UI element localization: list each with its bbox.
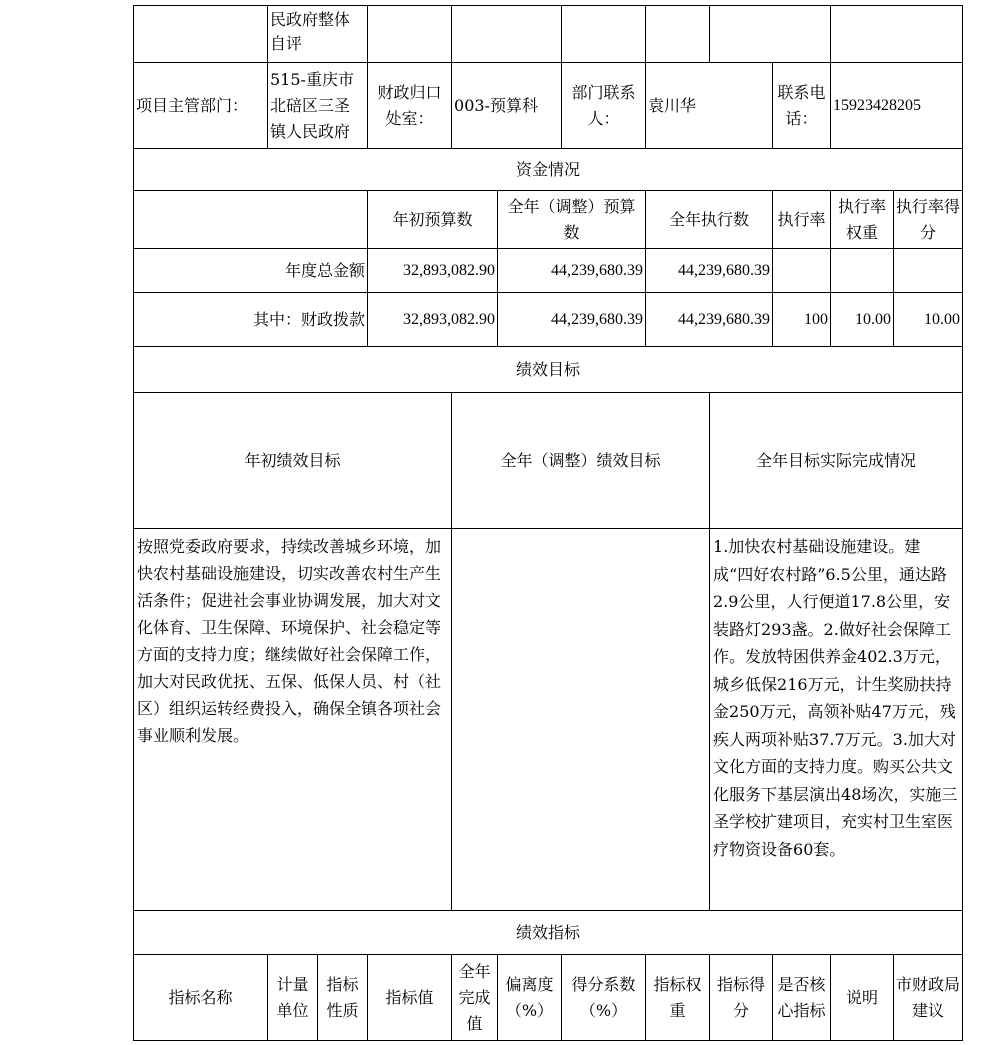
funds-header-rate: 执行率 — [773, 191, 831, 249]
funds-initial-value: 32,893,082.90 — [368, 293, 498, 347]
indicator-header-nature: 指标性质 — [318, 955, 368, 1041]
funds-rate-value: 100 — [773, 293, 831, 347]
evaluation-sheet — [133, 5, 963, 1041]
funds-rate-value — [773, 249, 831, 293]
phone-value: 15923428205 — [831, 63, 963, 149]
indicators-header-row — [134, 955, 963, 1041]
indicator-header-core: 是否核心指标 — [773, 955, 831, 1041]
funds-header-executed: 全年执行数 — [646, 191, 773, 249]
goals-content-row — [134, 529, 963, 911]
header-empty-cell — [710, 6, 831, 63]
indicator-header-unit: 计量单位 — [268, 955, 318, 1041]
funds-weight-value — [831, 249, 894, 293]
header-empty-cell — [646, 6, 710, 63]
funds-section-title: 资金情况 — [134, 149, 963, 191]
funds-header-score: 执行率得分 — [894, 191, 963, 249]
funds-header-empty — [134, 191, 368, 249]
header-empty-cell — [452, 6, 562, 63]
indicators-section-title: 绩效指标 — [134, 911, 963, 955]
goals-section-row — [134, 347, 963, 393]
indicator-header-deviation: 偏离度（%） — [498, 955, 562, 1041]
indicators-section-row — [134, 911, 963, 955]
goals-actual-text: 1.加快农村基础设施建设。建成“四好农村路”6.5公里，通达路2.9公里，人行便道17.8公里，安装路灯293盏。2.做好社会保障工作。发放特困供养金402.3万元，城乡低保216万元，计生奖励扶持金250万元，高领补贴47万元，残疾人两项补贴37.7万元。3.加大对文化方面的支持力度。购买公共文化服务下基层演出48场次，实施三圣学校扩建项目，充实村卫生室医疗物资设备60套。 — [710, 529, 963, 911]
funds-score-value: 10.00 — [894, 293, 963, 347]
indicator-header-value: 指标值 — [368, 955, 452, 1041]
funds-row-label: 年度总金额 — [134, 249, 368, 293]
contact-label: 部门联系人： — [562, 63, 646, 149]
header-empty-cell — [368, 6, 452, 63]
funds-executed-value: 44,239,680.39 — [646, 249, 773, 293]
funds-score-value — [894, 249, 963, 293]
header-empty-cell — [562, 6, 646, 63]
indicator-header-score: 指标得分 — [710, 955, 773, 1041]
indicator-header-name: 指标名称 — [134, 955, 268, 1041]
funds-weight-value: 10.00 — [831, 293, 894, 347]
indicator-header-note: 说明 — [831, 955, 894, 1041]
funds-section-row — [134, 149, 963, 191]
indicator-header-completed: 全年完成值 — [452, 955, 498, 1041]
indicator-header-advice: 市财政局建议 — [894, 955, 963, 1041]
funds-adjusted-value: 44,239,680.39 — [498, 293, 646, 347]
phone-label: 联系电话： — [773, 63, 831, 149]
header-row — [134, 6, 963, 63]
office-value: 003-预算科 — [452, 63, 562, 149]
dept-label: 项目主管部门： — [134, 63, 268, 149]
indicator-header-weight: 指标权重 — [646, 955, 710, 1041]
funds-row-label: 其中：财政拨款 — [134, 293, 368, 347]
indicator-header-coefficient: 得分系数（%） — [562, 955, 646, 1041]
self-eval-title: 民政府整体自评 — [268, 6, 368, 63]
header-empty-cell — [831, 6, 963, 63]
department-row — [134, 63, 963, 149]
funds-header-row — [134, 191, 963, 249]
funds-header-adjusted: 全年（调整）预算数 — [498, 191, 646, 249]
funds-executed-value: 44,239,680.39 — [646, 293, 773, 347]
goals-initial-text: 按照党委政府要求，持续改善城乡环境，加快农村基础设施建设，切实改善农村生产生活条件；促进社会事业协调发展，加大对文化体育、卫生保障、环境保护、社会稳定等方面的支持力度；继续做好社会保障工作，加大对民政优抚、五保、低保人员、村（社区）组织运转经费投入，确保全镇各项社会事业顺利发展。 — [134, 529, 452, 911]
dept-value: 515-重庆市北碚区三圣镇人民政府 — [268, 63, 368, 149]
goals-header-initial: 年初绩效目标 — [134, 393, 452, 529]
funds-header-weight: 执行率权重 — [831, 191, 894, 249]
office-label: 财政归口处室： — [368, 63, 452, 149]
funds-initial-value: 32,893,082.90 — [368, 249, 498, 293]
goals-header-row — [134, 393, 963, 529]
funds-row-total — [134, 249, 963, 293]
funds-header-initial: 年初预算数 — [368, 191, 498, 249]
contact-value: 袁川华 — [646, 63, 773, 149]
goals-section-title: 绩效目标 — [134, 347, 963, 393]
header-empty-cell — [134, 6, 268, 63]
funds-adjusted-value: 44,239,680.39 — [498, 249, 646, 293]
funds-row-fiscal — [134, 293, 963, 347]
goals-adjusted-text — [452, 529, 710, 911]
goals-header-actual: 全年目标实际完成情况 — [710, 393, 963, 529]
goals-header-adjusted: 全年（调整）绩效目标 — [452, 393, 710, 529]
